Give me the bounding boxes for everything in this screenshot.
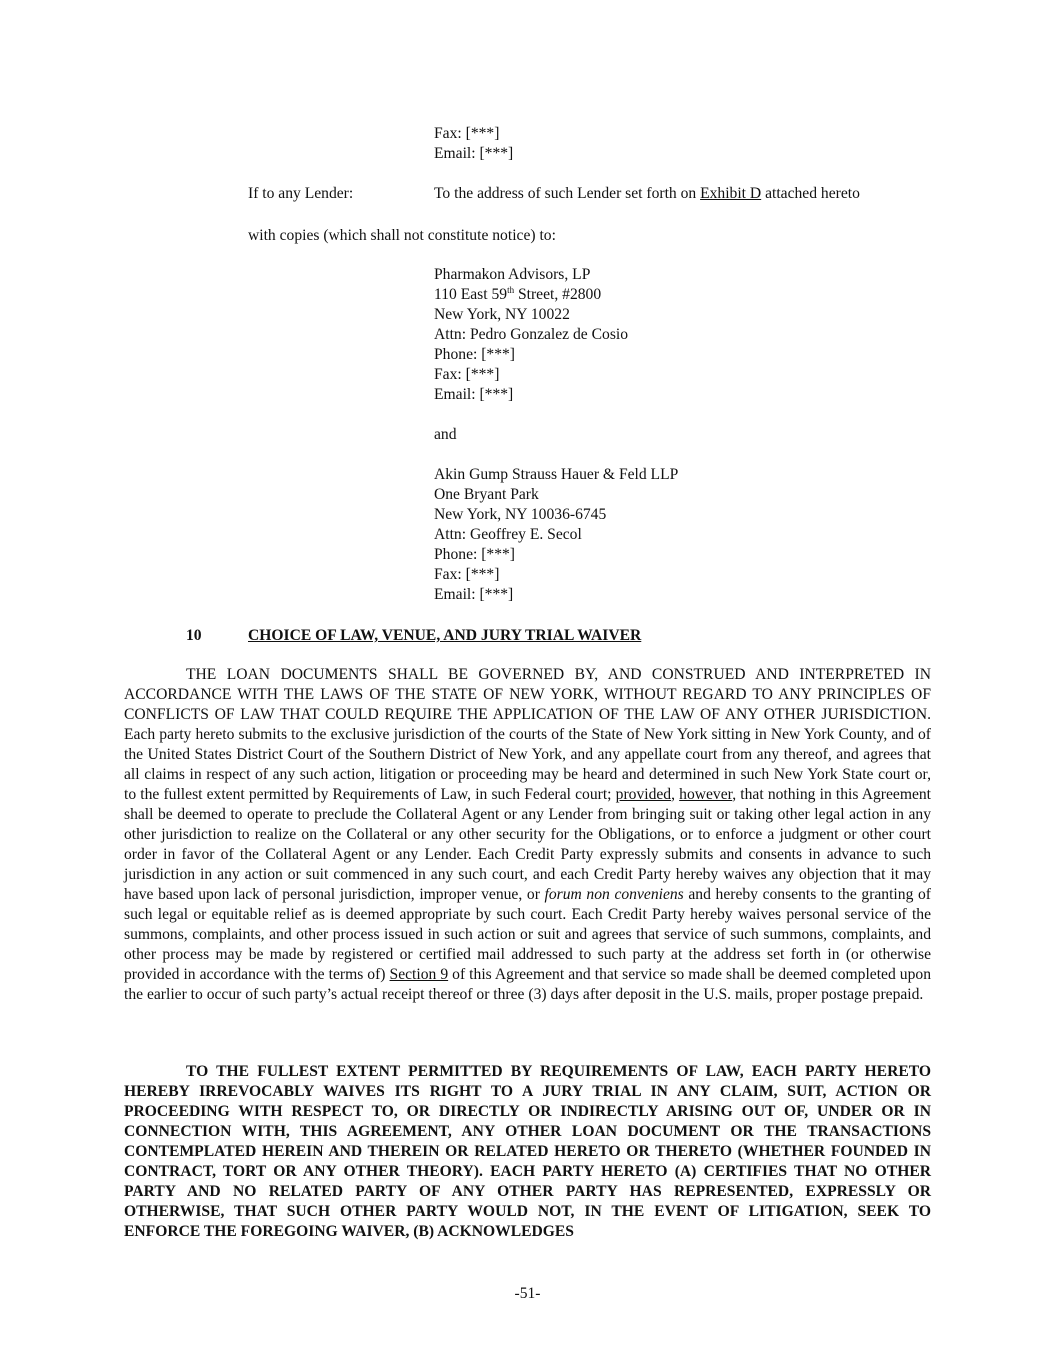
however-term: however [679,786,733,803]
lender-label: If to any Lender: [248,185,354,202]
pharmakon-street [434,285,601,305]
pharmakon-street-pre: 110 East 59 [434,286,508,303]
governing-law-paragraph [124,665,931,1005]
pharmakon-street-post: Street, #2800 [514,286,602,303]
para1-part2: , that nothing in this Agreement shall be deemed to operate to preclude the Collateral Agent or any Lender from bringing suit or taking other legal action in any other jurisdiction to realize on the Collateral or any other security for the Obligations, or to enforce a judgment or other court order in favor of the Collateral Agent or any Lender. Each Credit Party expressly submits and consents in advance to such jurisdiction in any action or suit commenced in any such court, and each Credit Party hereby waives any objection that it may have based upon lack of personal jurisdiction, improper venue, or [124,786,932,903]
lender-text-after: attached hereto [761,185,860,202]
akin-phone: Phone: [***] [434,546,515,563]
copies-line: with copies (which shall not constitute notice) to: [248,227,556,244]
page-number: -51- [514,1285,541,1302]
pharmakon-city: New York, NY 10022 [434,306,570,323]
section-9-link[interactable]: Section 9 [389,966,449,983]
akin-name: Akin Gump Strauss Hauer & Feld LLP [434,466,679,483]
top-fax: Fax: [***] [434,125,500,142]
jury-waiver-paragraph: TO THE FULLEST EXTENT PERMITTED BY REQUIREMENTS OF LAW, EACH PARTY HERETO HEREBY IRREVOCABLY WAIVES ITS RIGHT TO A JURY TRIAL IN ANY CLAIM, SUIT, ACTION OR PROCEEDING WITH RESPECT TO, OR DIRECTLY OR INDIRECTLY ARISING OUT OF, UNDER OR IN CONNECTION WITH, THIS AGREEMENT, ANY OTHER LOAN DOCUMENT OR THE TRANSACTIONS CONTEMPLATED HEREIN AND THEREIN OR RELATED HERETO OR THERETO (WHETHER FOUNDED IN CONTRACT, TORT OR ANY OTHER THEORY). EACH PARTY HERETO (A) CERTIFIES THAT NO OTHER PARTY AND NO RELATED PARTY OF ANY OTHER PARTY HAS REPRESENTED, EXPRESSLY OR OTHERWISE, THAT SUCH OTHER PARTY WOULD NOT, IN THE EVENT OF LITIGATION, SEEK TO ENFORCE THE FOREGOING WAIVER, (B) ACKNOWLEDGES [124,1063,931,1240]
pharmakon-name: Pharmakon Advisors, LP [434,266,591,283]
akin-fax: Fax: [***] [434,566,500,583]
pharmakon-phone: Phone: [***] [434,346,515,363]
top-email: Email: [***] [434,145,514,162]
and-word: and [434,426,457,443]
pharmakon-attn: Attn: Pedro Gonzalez de Cosio [434,326,629,343]
akin-city: New York, NY 10036-6745 [434,506,607,523]
pharmakon-street-sup: th [507,285,515,295]
provided-term: provided [615,786,672,803]
akin-street: One Bryant Park [434,486,539,503]
para1-part1: THE LOAN DOCUMENTS SHALL BE GOVERNED BY, AND CONSTRUED AND INTERPRETED IN ACCORDANCE WITH THE LAWS OF THE STATE OF NEW YORK, WITHOUT REGARD TO ANY PRINCIPLES OF CONFLICTS OF LAW THAT COULD REQUIRE THE APPLICATION OF THE LAW OF ANY OTHER JURISDICTION. Each party hereto submits to the exclusive jurisdiction of the courts of the State of New York sitting in New York County, and of the United States District Court of the Southern District of New York, and any appellate court from any thereof, and agrees that all claims in respect of any such action, litigation or proceeding may be heard and determined in such New York State court or, to the fullest extent permitted by Requirements of Law, in such Federal court; [124,666,931,803]
pharmakon-email: Email: [***] [434,386,514,403]
akin-attn: Attn: Geoffrey E. Secol [434,526,582,543]
pharmakon-fax: Fax: [***] [434,366,500,383]
para1-comma: , [671,786,680,803]
lender-text-before: To the address of such Lender set forth on [434,185,701,202]
para1-part4: of this Agreement and that service so made shall be deemed completed upon the earlier to occur of such party’s actual receipt thereof or three (3) days after deposit in the U.S. mails, proper postage prepaid. [124,966,931,1003]
para1-part3: and hereby consents to the granting of such legal or equitable relief as is deemed appropriate by such court. Each Credit Party hereby waives personal service of the summons, complaints, and other process issued in such action or suit and agrees that service of such summons, complaints, and other process may be made by registered or certified mail addressed to such party at the address set forth in (or otherwise provided in accordance with the terms of) [124,886,931,983]
forum-term: forum non conveniens [544,886,684,903]
lender-address-line [434,184,860,204]
section-title: CHOICE OF LAW, VENUE, AND JURY TRIAL WAIVER [248,627,642,644]
section-number: 10 [186,627,202,644]
akin-email: Email: [***] [434,586,514,603]
exhibit-d-link[interactable]: Exhibit D [700,185,762,202]
